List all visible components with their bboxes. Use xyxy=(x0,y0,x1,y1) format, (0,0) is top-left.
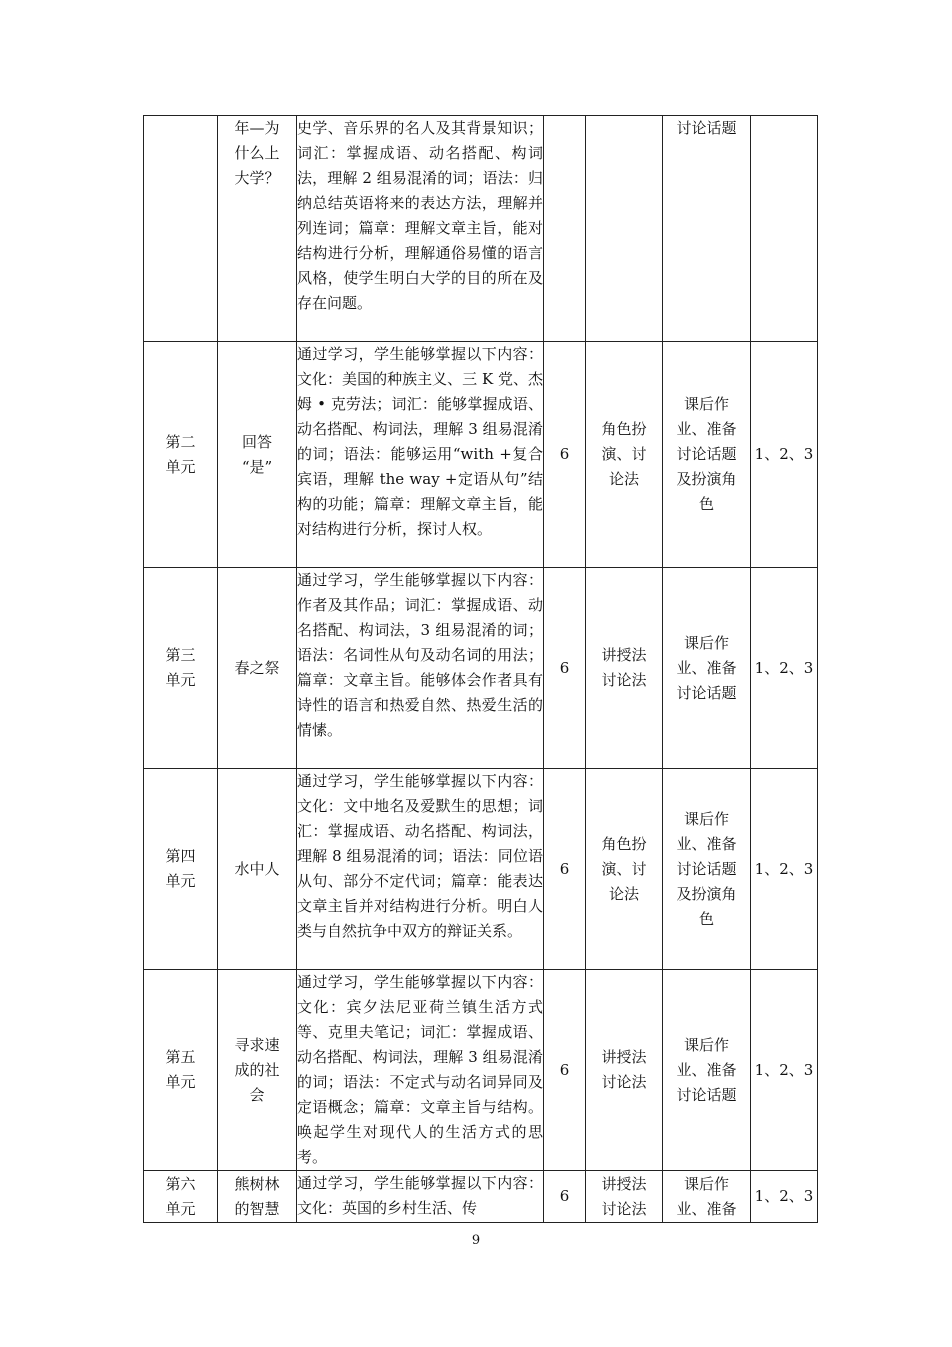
method-cell: 讲授法 讨论法 xyxy=(586,970,663,1171)
table-row xyxy=(144,970,818,1171)
homework-cell: 课后作 业、准备 讨论话题 xyxy=(663,568,751,769)
method-cell xyxy=(586,116,663,342)
method-cell: 讲授法 讨论法 xyxy=(586,1171,663,1223)
homework-cell: 讨论话题 xyxy=(663,116,751,342)
homework-cell: 课后作 业、准备 xyxy=(663,1171,751,1223)
unit-cell: 第四 单元 xyxy=(144,769,218,970)
unit-cell: 第五 单元 xyxy=(144,970,218,1171)
goals-cell: 1、2、3 xyxy=(751,970,818,1171)
content-cell: 通过学习，学生能够掌握以下内容：文化：美国的种族主义、三 K 党、杰姆 • 克劳法；词汇：能够掌握成语、动名搭配、构词法，理解 3 组易混淆的词；语法：能够运用“with +复合宾语，理解 the way +定语从句”结构的功能；篇章：理解文章主旨，能对结构进行分析，探讨人权。 xyxy=(297,342,544,568)
unit-cell: 第三 单元 xyxy=(144,568,218,769)
title-cell: 水中人 xyxy=(218,769,297,970)
syllabus-table xyxy=(143,115,818,1223)
hours-cell: 6 xyxy=(544,970,586,1171)
content-cell: 通过学习，学生能够掌握以下内容：作者及其作品；词汇：掌握成语、动名搭配、构词法，3 组易混淆的词；语法：名词性从句及动名词的用法；篇章：文章主旨。能够体会作者具有诗性的语言和热爱自然、热爱生活的情愫。 xyxy=(297,568,544,769)
page-number: 9 xyxy=(471,1233,481,1248)
goals-cell: 1、2、3 xyxy=(751,769,818,970)
method-cell: 角色扮 演、讨 论法 xyxy=(586,342,663,568)
content-cell: 通过学习，学生能够掌握以下内容：文化：宾夕法尼亚荷兰镇生活方式等、克里夫笔记；词汇：掌握成语、动名搭配、构词法，理解 3 组易混淆的词；语法：不定式与动名词异同及定语概念；篇章：文章主旨与结构。唤起学生对现代人的生活方式的思考。 xyxy=(297,970,544,1171)
method-cell: 讲授法 讨论法 xyxy=(586,568,663,769)
hours-cell: 6 xyxy=(544,568,586,769)
hours-cell xyxy=(544,116,586,342)
hours-cell: 6 xyxy=(544,769,586,970)
goals-cell: 1、2、3 xyxy=(751,1171,818,1223)
homework-cell: 课后作 业、准备 讨论话题 及扮演角 色 xyxy=(663,342,751,568)
title-cell: 春之祭 xyxy=(218,568,297,769)
method-cell: 角色扮 演、讨 论法 xyxy=(586,769,663,970)
table-row xyxy=(144,116,818,342)
goals-cell: 1、2、3 xyxy=(751,342,818,568)
homework-cell: 课后作 业、准备 讨论话题 及扮演角 色 xyxy=(663,769,751,970)
title-cell: 寻求速 成的社 会 xyxy=(218,970,297,1171)
content-cell: 通过学习，学生能够掌握以下内容：文化：文中地名及爱默生的思想；词汇：掌握成语、动名搭配、构词法，理解 8 组易混淆的词；语法：同位语从句、部分不定代词；篇章：能表达文章主旨并对结构进行分析。明白人类与自然抗争中双方的辩证关系。 xyxy=(297,769,544,970)
table-row xyxy=(144,568,818,769)
unit-cell: 第六 单元 xyxy=(144,1171,218,1223)
content-cell: 通过学习，学生能够掌握以下内容：文化：英国的乡村生活、传 xyxy=(297,1171,544,1223)
homework-cell: 课后作 业、准备 讨论话题 xyxy=(663,970,751,1171)
table-row xyxy=(144,1171,818,1223)
hours-cell: 6 xyxy=(544,342,586,568)
title-cell: 年—为 什么上 大学？ xyxy=(218,116,297,342)
title-cell: 熊树林 的智慧 xyxy=(218,1171,297,1223)
goals-cell xyxy=(751,116,818,342)
unit-cell xyxy=(144,116,218,342)
table-row xyxy=(144,342,818,568)
goals-cell: 1、2、3 xyxy=(751,568,818,769)
title-cell: 回答 “是” xyxy=(218,342,297,568)
hours-cell: 6 xyxy=(544,1171,586,1223)
content-cell: 史学、音乐界的名人及其背景知识；词汇：掌握成语、动名搭配、构词法，理解 2 组易混淆的词；语法：归纳总结英语将来的表达方法，理解并列连词；篇章：理解文章主旨，能对结构进行分析，理解通俗易懂的语言风格，使学生明白大学的目的所在及存在问题。 xyxy=(297,116,544,342)
unit-cell: 第二 单元 xyxy=(144,342,218,568)
table-row xyxy=(144,769,818,970)
